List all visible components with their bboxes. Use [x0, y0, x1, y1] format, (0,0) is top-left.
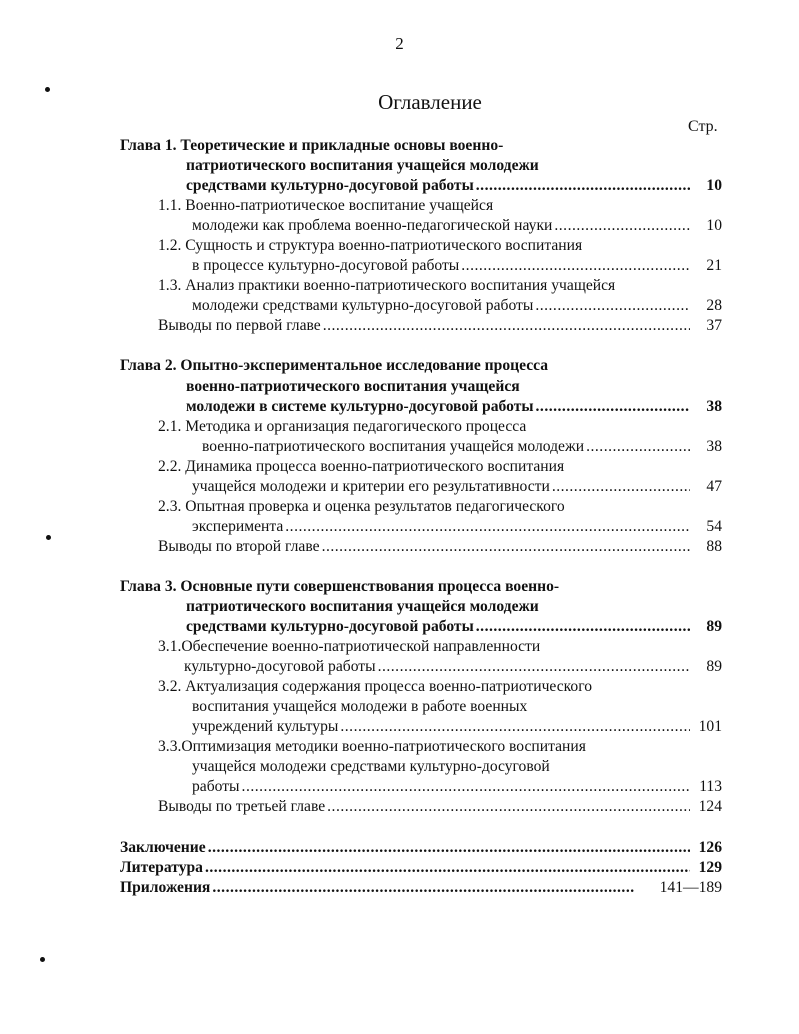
summary-label: Выводы по первой главе	[158, 317, 321, 335]
dot-leader	[586, 437, 690, 457]
chapter-title-line: патриотического воспитания учащейся молодежи	[186, 157, 539, 175]
section-title-line: 3.2. Актуализация содержания процесса военно-патриотического	[158, 678, 593, 696]
dot-leader	[322, 537, 690, 557]
dot-leader	[340, 717, 690, 737]
table-of-contents	[120, 136, 722, 898]
toc-section-1-2[interactable]	[120, 236, 722, 276]
dot-leader	[208, 838, 690, 858]
chapter-title-line: Глава 1. Теоретические и прикладные основы военно-	[120, 137, 504, 154]
section-title-line: 1.2. Сущность и структура военно-патриотического воспитания	[158, 237, 583, 255]
section-title-line: учащейся молодежи средствами культурно-досуговой	[192, 758, 550, 776]
toc-section-2-2[interactable]	[120, 457, 722, 497]
back-matter-label: Заключение	[120, 838, 206, 856]
page-ref: 47	[706, 477, 722, 495]
page-ref: 141—189	[659, 878, 722, 896]
section-title-line: учащейся молодежи и критерии его результативности	[192, 477, 550, 495]
back-matter-label: Приложения	[120, 878, 211, 896]
toc-title: Оглавление	[378, 90, 482, 114]
scan-mark	[40, 957, 45, 962]
chapter-title-line: молодежи в системе культурно-досуговой работы	[186, 397, 534, 415]
page-ref: 28	[706, 297, 722, 315]
page-ref: 89	[706, 618, 722, 636]
dot-leader	[476, 176, 690, 196]
chapter-title-line: военно-патриотического воспитания учащейся	[186, 377, 520, 395]
toc-literature[interactable]	[120, 858, 722, 878]
toc-appendices[interactable]	[120, 878, 722, 898]
section-title-line: 2.1. Методика и организация педагогического процесса	[158, 417, 527, 435]
page-column-label: Стр.	[688, 118, 718, 135]
toc-summary-1[interactable]	[120, 316, 722, 336]
page-ref: 124	[698, 798, 722, 816]
dot-leader	[285, 517, 690, 537]
toc-section-2-1[interactable]	[120, 417, 722, 457]
dot-leader	[327, 797, 690, 817]
page-ref: 54	[706, 517, 722, 535]
toc-section-3-2[interactable]	[120, 677, 722, 737]
chapter-title-line: Глава 2. Опытно-экспериментальное исследование процесса	[120, 357, 549, 375]
chapter-title-line: средствами культурно-досуговой работы	[186, 177, 474, 195]
toc-section-3-3[interactable]	[120, 737, 722, 797]
section-title-line: культурно-досуговой работы	[184, 658, 376, 676]
toc-summary-3[interactable]	[120, 797, 722, 817]
toc-chapter-2[interactable]	[120, 356, 722, 416]
section-title-line: 1.3. Анализ практики военно-патриотического воспитания учащейся	[158, 277, 616, 295]
toc-conclusion[interactable]	[120, 838, 722, 858]
toc-summary-2[interactable]	[120, 537, 722, 557]
page-ref: 21	[706, 257, 722, 275]
section-title-line: 1.1. Военно-патриотическое воспитание учащейся	[158, 197, 494, 215]
toc-section-1-1[interactable]	[120, 196, 722, 236]
section-title-line: молодежи как проблема военно-педагогической науки	[192, 217, 553, 235]
section-title-line: 3.3.Оптимизация методики военно-патриотического воспитания	[158, 738, 586, 756]
dot-leader	[205, 858, 690, 878]
dot-leader	[554, 216, 690, 236]
dot-leader	[476, 617, 690, 637]
page-ref: 101	[698, 718, 722, 736]
section-title-line: 2.3. Опытная проверка и оценка результатов педагогического	[158, 497, 565, 515]
section-title-line: 3.1.Обеспечение военно-патриотической направленности	[158, 638, 541, 656]
page-ref: 38	[706, 397, 722, 415]
page-ref: 89	[706, 658, 722, 676]
scan-mark	[46, 535, 51, 540]
chapter-title-line: Глава 3. Основные пути совершенствования процесса военно-	[120, 577, 560, 595]
page-ref: 37	[706, 317, 722, 335]
chapter-title-line: патриотического воспитания учащейся молодежи	[186, 597, 539, 615]
summary-label: Выводы по второй главе	[158, 537, 320, 555]
page-number: 2	[395, 34, 404, 53]
toc-section-2-3[interactable]	[120, 497, 722, 537]
toc-chapter-1[interactable]	[120, 136, 722, 196]
section-title-line: в процессе культурно-досуговой работы	[192, 257, 460, 275]
page-ref: 10	[706, 217, 722, 235]
summary-label: Выводы по третьей главе	[158, 798, 326, 816]
page-ref: 38	[706, 437, 722, 455]
section-title-line: воспитания учащейся молодежи в работе военных	[192, 698, 528, 716]
page-ref: 126	[698, 838, 722, 856]
dot-leader	[212, 878, 634, 898]
section-title-line: молодежи средствами культурно-досуговой работы	[192, 297, 534, 315]
page-ref: 113	[699, 778, 722, 796]
dot-leader	[242, 777, 690, 797]
section-title-line: учреждений культуры	[192, 718, 339, 736]
dot-leader	[323, 316, 690, 336]
section-title-line: 2.2. Динамика процесса военно-патриотического воспитания	[158, 457, 565, 475]
toc-section-3-1[interactable]	[120, 637, 722, 677]
section-title-line: эксперимента	[192, 517, 284, 535]
page-ref: 129	[698, 858, 722, 876]
section-title-line: работы	[192, 778, 240, 796]
dot-leader	[535, 296, 690, 316]
page-ref: 88	[706, 537, 722, 555]
chapter-title-line: средствами культурно-досуговой работы	[186, 618, 474, 636]
toc-section-1-3[interactable]	[120, 276, 722, 316]
dot-leader	[552, 477, 690, 497]
dot-leader	[378, 657, 690, 677]
dot-leader	[536, 397, 690, 417]
scan-mark	[45, 87, 50, 92]
dot-leader	[461, 256, 690, 276]
toc-chapter-3[interactable]	[120, 577, 722, 637]
section-title-line: военно-патриотического воспитания учащейся молодежи	[202, 437, 585, 455]
page-ref: 10	[706, 177, 722, 195]
back-matter-label: Литература	[120, 858, 203, 876]
